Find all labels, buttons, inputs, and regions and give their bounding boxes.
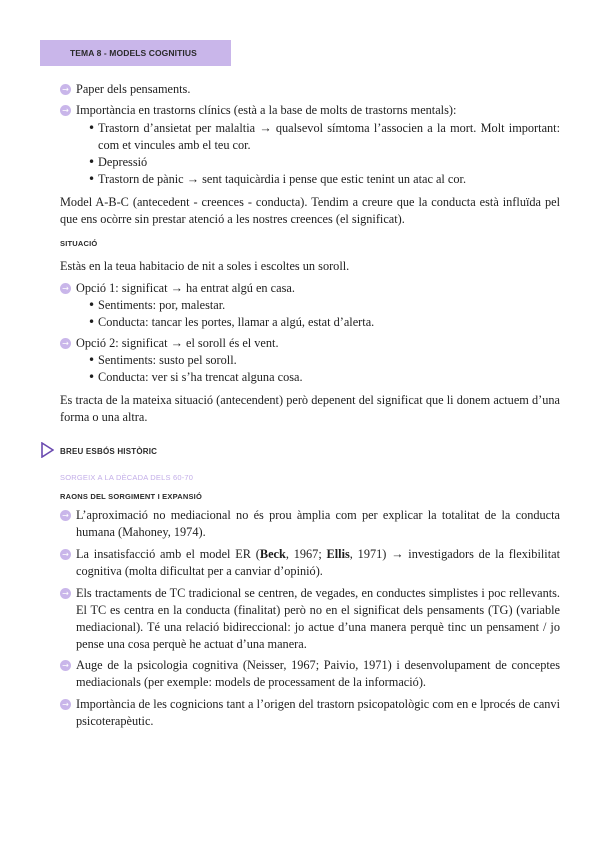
arrow-circle-icon: →	[60, 510, 71, 521]
list-item-text: Paper dels pensaments.	[76, 82, 191, 96]
list-item-text: Els tractaments de TC tradicional se centren, de vegades, en conductes simplistes i poc rellevants. El TC es centra en la conducta (finalitat) però no en el significat dels pensaments (TG) (variable mediacional). Té una relació bidireccional: jo actue d’una manera perquè tinc un pensament / jo pense una cosa perquè he actuat d’una manera.	[76, 586, 560, 651]
sub-list-item	[88, 171, 466, 188]
list-item	[60, 546, 560, 580]
list-item-text: Auge de la psicologia cognitiva (Neisser, 1967; Paivio, 1971) i desenvolupament de conceptes mediacionals (per exemple: models de processament de la informació).	[76, 658, 560, 689]
sub-list-item-text: Trastorn d’ansietat per malaltia → qualsevol símtoma l’associen a la mort. Molt important: com et vincules amb el teu cor.	[98, 121, 561, 152]
list-item	[60, 585, 560, 653]
section-label-situacio: SITUACIÓ	[60, 239, 98, 248]
sub-list-item-text: Sentiments: susto pel soroll.	[98, 353, 237, 367]
sub-list-item	[88, 297, 225, 314]
arrow-circle-icon: →	[60, 699, 71, 710]
right-arrow-icon: →	[170, 281, 183, 295]
arrow-circle-icon: →	[60, 84, 71, 95]
sub-list-item	[88, 314, 374, 331]
right-arrow-icon: →	[391, 547, 404, 561]
dot-icon: •	[88, 353, 96, 367]
sub-list-item	[88, 369, 303, 386]
list-item	[60, 657, 560, 691]
sub-list-item-text: Conducta: tancar les portes, llamar a algú, estat d’alerta.	[98, 315, 375, 329]
list-item	[60, 507, 560, 541]
arrow-circle-icon: →	[60, 283, 71, 294]
situacio-conclusion: Es tracta de la mateixa situació (antecendent) però depenent del significat que li donem actuem d’una forma o una altra.	[60, 393, 560, 424]
list-item-text: Importància de les cognicions tant a l’origen del trastorn psicopatològic com en e lprocés de canvi psicoterapèutic.	[76, 697, 560, 728]
right-arrow-icon: →	[259, 121, 272, 135]
sub-list-item-text: Depressió	[98, 155, 148, 169]
dot-icon: •	[88, 172, 96, 186]
right-arrow-icon: →	[170, 336, 183, 350]
situacio-intro: Estàs en la teua habitacio de nit a soles i escoltes un soroll.	[60, 259, 350, 273]
sub-list-item	[88, 154, 147, 171]
dot-icon: •	[88, 370, 96, 384]
list-item	[60, 280, 295, 297]
list-item-text: La insatisfacció amb el model ER (Beck, 1967; Ellis, 1971) → investigadors de la flexibilitat cognitiva (molta dificultat per a canviar d’opinió).	[76, 547, 560, 578]
sub-list-item-text: Trastorn de pànic → sent taquicàrdia i pense que estic tenint un atac al cor.	[98, 172, 467, 186]
abc-paragraph: Model A-B-C (antecedent - creences - conducta). Tendim a creure que la conducta està influïda pel que ens ocòrre sin prestar atenció a les nostres creences (el significat).	[60, 195, 560, 226]
section-subtitle-decada: SORGEIX A LA DÈCADA DELS 60-70	[60, 473, 194, 482]
sub-list-item	[88, 120, 560, 154]
list-item	[60, 335, 279, 352]
sub-list-item-text: Conducta: ver si s’ha trencat alguna cosa.	[98, 370, 303, 384]
arrow-circle-icon: →	[60, 588, 71, 599]
list-item	[60, 102, 456, 119]
dot-icon: •	[88, 155, 96, 169]
list-item-text: L’aproximació no mediacional no és prou àmplia com per explicar la totalitat de la conducta humana (Mahoney, 1974).	[76, 508, 560, 539]
page-title: TEMA 8 - MODELS COGNITIUS	[70, 48, 197, 58]
dot-icon: •	[88, 315, 96, 329]
list-item-text: Opció 1: significat → ha entrat algú en casa.	[76, 281, 295, 295]
header-bar	[40, 40, 231, 66]
sub-list-item	[88, 352, 237, 369]
sub-list-item-text: Sentiments: por, malestar.	[98, 298, 226, 312]
list-item	[60, 81, 190, 98]
list-item	[60, 696, 560, 730]
right-arrow-icon: →	[186, 172, 199, 186]
triangle-icon	[40, 442, 54, 458]
section-label-raons: RAONS DEL SORGIMENT I EXPANSIÓ	[60, 492, 202, 501]
list-item-text: Importància en trastorns clínics (està a la base de molts de trastorns mentals):	[76, 103, 457, 117]
arrow-circle-icon: →	[60, 105, 71, 116]
arrow-circle-icon: →	[60, 338, 71, 349]
dot-icon: •	[88, 121, 96, 135]
section-title-historic: BREU ESBÓS HISTÒRIC	[60, 447, 158, 456]
list-item-text: Opció 2: significat → el soroll és el vent.	[76, 336, 279, 350]
arrow-circle-icon: →	[60, 549, 71, 560]
dot-icon: •	[88, 298, 96, 312]
arrow-circle-icon: →	[60, 660, 71, 671]
